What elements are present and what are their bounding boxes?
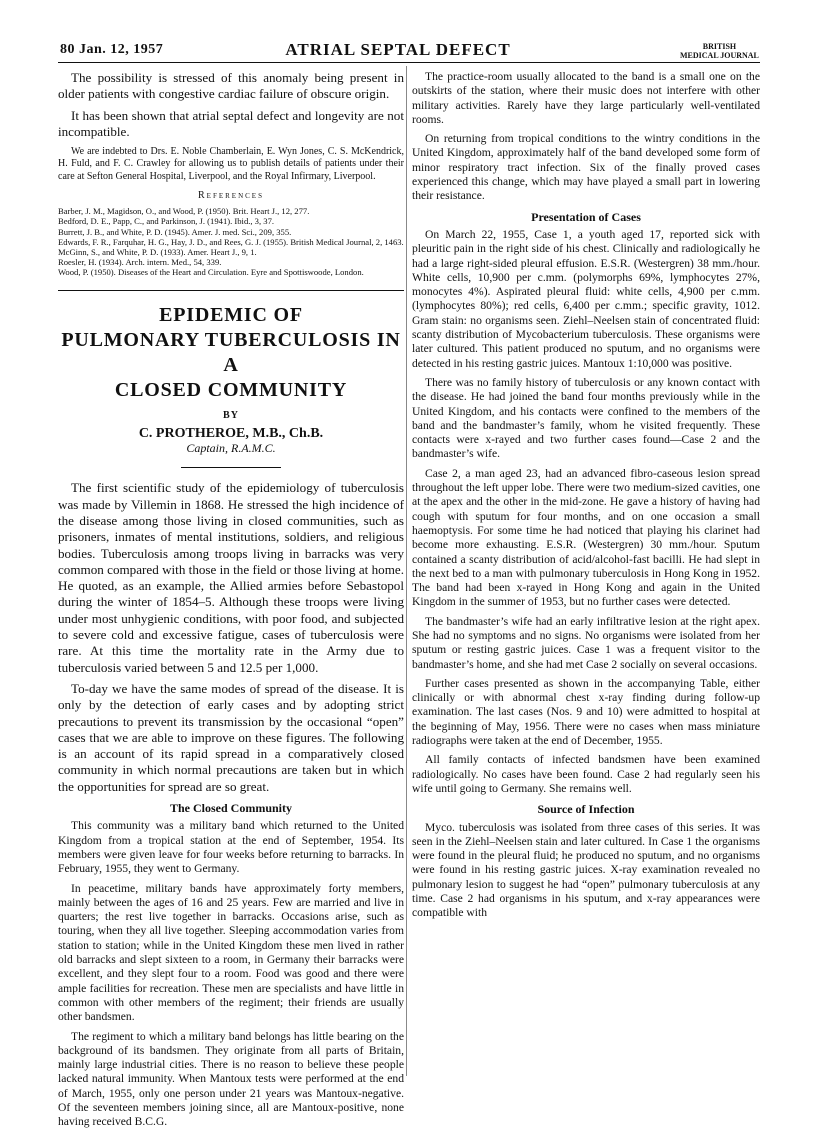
body-paragraph: Further cases presented as shown in the accompanying Table, either clinically or with abnormal chest x-ray finding during follow-up examination. The last cases (Nos. 9 and 10) were admitted to hospital at the beginning of May, 1956. There were no cases when mass miniature radiographs were taken at the end of December, 1955. [412, 676, 760, 748]
body-paragraph: This community was a military band which returned to the United Kingdom from a tropical station at the end of September, 1954. Its members were given leave for four weeks before returning to barracks. In February, 1955, they went to Germany. [58, 819, 404, 876]
body-paragraph: The first scientific study of the epidemiology of tuberculosis was made by Villemin in 1868. He stressed the high incidence of the disease among those living in closed communities, such as prisoners, inmates of mental institutions, soldiers, and religious bodies. Tuberculosis among troops living in barracks was very common compared with those in the field or those living at home. He quoted, as an example, the Allied armies before Sebastopol during the winter of 1854–5. Although these troops were living under most unhygienic conditions, with poor food, and subjected to severe cold and excessive fatigue, cases of tuberculosis were rare. At this time the mortality rate in the Army due to tuberculosis varied between 5 and 12.5 per 1,000. [58, 480, 404, 675]
conclusion-paragraph: It has been shown that atrial septal defect and longevity are not incompatible. [58, 107, 404, 139]
reference-item: Wood, P. (1950). Diseases of the Heart and Circulation. Eyre and Spottiswoode, London. [58, 267, 364, 278]
article-title [58, 303, 404, 403]
reference-item: McGinn, S., and White, P. D. (1933). Amer. Heart J., 9, 1. [58, 246, 257, 257]
page-header [0, 0, 816, 60]
body-paragraph: On March 22, 1955, Case 1, a youth aged 17, reported sick with pleuritic pain in the right side of his chest. Clinically and radiologically he had a large right-sided pleural effusion. E.S.R. (Westergren) 38 mm./hour. White cells, 10,900 per c.mm. (polymorphs 69%, lymphocytes 27%, monocytes 4%). Aspirated pleural fluid: white cells, 4,900 per c.mm. (lymphocytes 80%); red cells, 6,400 per c.mm.; specific gravity, 1012. Gram stain: no organisms seen. Ziehl–Neelsen stain of concentrated fluid: scanty distribution of Mycobacterium tuberculosis. These organisms were later cultured. This patient produced no sputum, and no organisms were detected in his resting gastric juices. Mantoux 1:10,000 was positive. [412, 227, 760, 370]
body-paragraph: The practice-room usually allocated to the band is a small one on the outskirts of the station, where their music does not interfere with other military activities. Rarely have they large particularly well-ventilated rooms. [412, 70, 760, 126]
journal-name [680, 42, 759, 60]
body-paragraph: The regiment to which a military band belongs has little bearing on the background of its bandsmen. They originate from all parts of Britain, mainly large industrial cities. There is no reason to believe these people lacked natural immunity. When Mantoux tests were performed at the end of March, 1955, only one person under 21 years was Mantoux-negative. Of the seventeen members joining since, all are Mantoux-positive, none having received B.C.G. [58, 1029, 404, 1129]
reference-item: Burrett, J. B., and White, P. D. (1945). Amer. J. med. Sci., 209, 355. [58, 226, 292, 237]
page-number-date [60, 42, 163, 58]
conclusion-paragraph: The possibility is stressed of this anomaly being present in older patients with congestive cardiac failure of obscure origin. [58, 70, 404, 102]
reference-item: Barber, J. M., Magidson, O., and Wood, P. (1950). Brit. Heart J., 12, 277. [58, 206, 310, 217]
title-line: PULMONARY TUBERCULOSIS IN A [61, 328, 401, 376]
title-rule [181, 467, 281, 468]
left-column [58, 70, 404, 1135]
header-rule [58, 62, 760, 63]
body-paragraph: On returning from tropical conditions to the wintry conditions in the United Kingdom, approximately half of the band developed some form of minor respiratory tract infection. Six of the finally proved cases experienced this change, which may have played a small part in lowering their resistance. [412, 132, 760, 203]
author-rank: Captain, R.A.M.C. [186, 441, 276, 456]
references-list [58, 206, 404, 277]
section-heading: Source of Infection [537, 802, 635, 817]
section-heading: The Closed Community [169, 801, 292, 816]
body-paragraph: Case 2, a man aged 23, had an advanced fibro-caseous lesion spread throughout the left upper lobe. There were two medium-sized cavities, one at the apex and the other in the mid-zone. He gave a history of having had cough with sputum for four months, and on one occasion a small haemoptysis. For some time he had noticed that playing his clarinet had become more exhausting. E.S.R. (Westergren) 30 mm./hour. Sputum contained a scanty distribution of acid/alcohol-fast bacilli. He had slept in the next bed to a man with pulmonary tuberculosis in Hong Kong in 1952. The band had been x-rayed in Hong Kong and again in the United Kingdom in the summer of 1953, but no further cases were detected. [412, 466, 760, 609]
body-paragraph: In peacetime, military bands have approximately forty members, mainly between the ages of 16 and 25 years. Few are married and live in quarters; the rest live together in barracks. Occasions arise, such as touring, when they all live together. Sleeping accommodation varies from station to station; while in the United Kingdom these men lived in rather old barracks and slept sixteen to a room, in Germany their barracks were excellent, and they slept four to a room. Food was good and there were ample facilities for recreation. These men are specialists and have little in common with other members of the regiment; their friends are usually other bandsmen. [58, 881, 404, 1024]
reference-item: Edwards, F. R., Farquhar, H. G., Hay, J. D., and Rees, G. J. (1955). British Medical Journal, 2, 1463. [58, 236, 404, 247]
right-column [412, 70, 760, 926]
running-title: ATRIAL SEPTAL DEFECT [285, 40, 511, 59]
title-line: CLOSED COMMUNITY [114, 378, 348, 401]
column-divider [406, 66, 407, 1076]
body-paragraph: There was no family history of tuberculosis or any known contact with the disease. He had joined the band four months previously while in the United Kingdom, and his contacts were confined to the members of the band and the bandmaster’s family, whom he visited frequently. These contacts were x-rayed and two further cases found—Case 2 and the bandmaster’s wife. [412, 375, 760, 461]
reference-item: Bedford, D. E., Papp, C., and Parkinson, J. (1941). Ibid., 3, 37. [58, 216, 275, 227]
section-heading: Presentation of Cases [531, 209, 641, 224]
title-line: EPIDEMIC OF [159, 303, 303, 326]
body-paragraph: The bandmaster’s wife had an early infiltrative lesion at the right apex. She had no symptoms and no signs. No organisms were isolated from her sputum or resting gastric juices. Case 1 was a frequent visitor to the bandmaster’s home, and she had met Case 2 socially on several occasions. [412, 614, 760, 671]
body-paragraph: To-day we have the same modes of spread of the disease. It is only by the detection of early cases and by adopting strict precautions to prevent its transmission by the occasional “open” cases that we are able to improve on these figures. The following is an account of its rapid spread in a comparatively closed community in which normal precautions are taken but in which the opportunities for spread are so great. [58, 680, 404, 794]
body-paragraph: All family contacts of infected bandsmen have been examined radiologically. No cases have been found. Case 2 had regularly seen his wife until going to Germany. She remains well. [412, 753, 760, 795]
acknowledgment: We are indebted to Drs. E. Noble Chamberlain, E. Wyn Jones, C. S. McKendrick, H. Fuld, and F. C. Crawley for allowing us to publish details of patients under their care at Sefton General Hospital, Liverpool, and the Royal Infirmary, Liverpool. [58, 146, 404, 182]
journal-name-line1: BRITISH [702, 42, 737, 51]
article-separator [58, 290, 404, 291]
reference-item: Roesler, H. (1934). Arch. intern. Med., 54, 339. [58, 257, 222, 268]
author-name: C. PROTHEROE, M.B., Ch.B. [138, 425, 324, 441]
byline: BY [223, 409, 239, 421]
page-number: 80 [60, 42, 75, 57]
body-paragraph: Myco. tuberculosis was isolated from three cases of this series. It was seen in the Ziehl–Neelsen stain and later cultured. In Case 1 the organisms were found in the pleural fluid; he produced no sputum, and no organisms were found in his resting gastric juices. X-ray examination revealed no pulmonary lesion to suggest he had “open” pulmonary tuberculosis at any time. Case 2 had organisms in his sputum, and x-ray appearances were compatible with [412, 820, 760, 920]
journal-name-line2: MEDICAL JOURNAL [680, 51, 759, 60]
references-heading: References [198, 189, 264, 201]
issue-date: Jan. 12, 1957 [79, 42, 164, 57]
